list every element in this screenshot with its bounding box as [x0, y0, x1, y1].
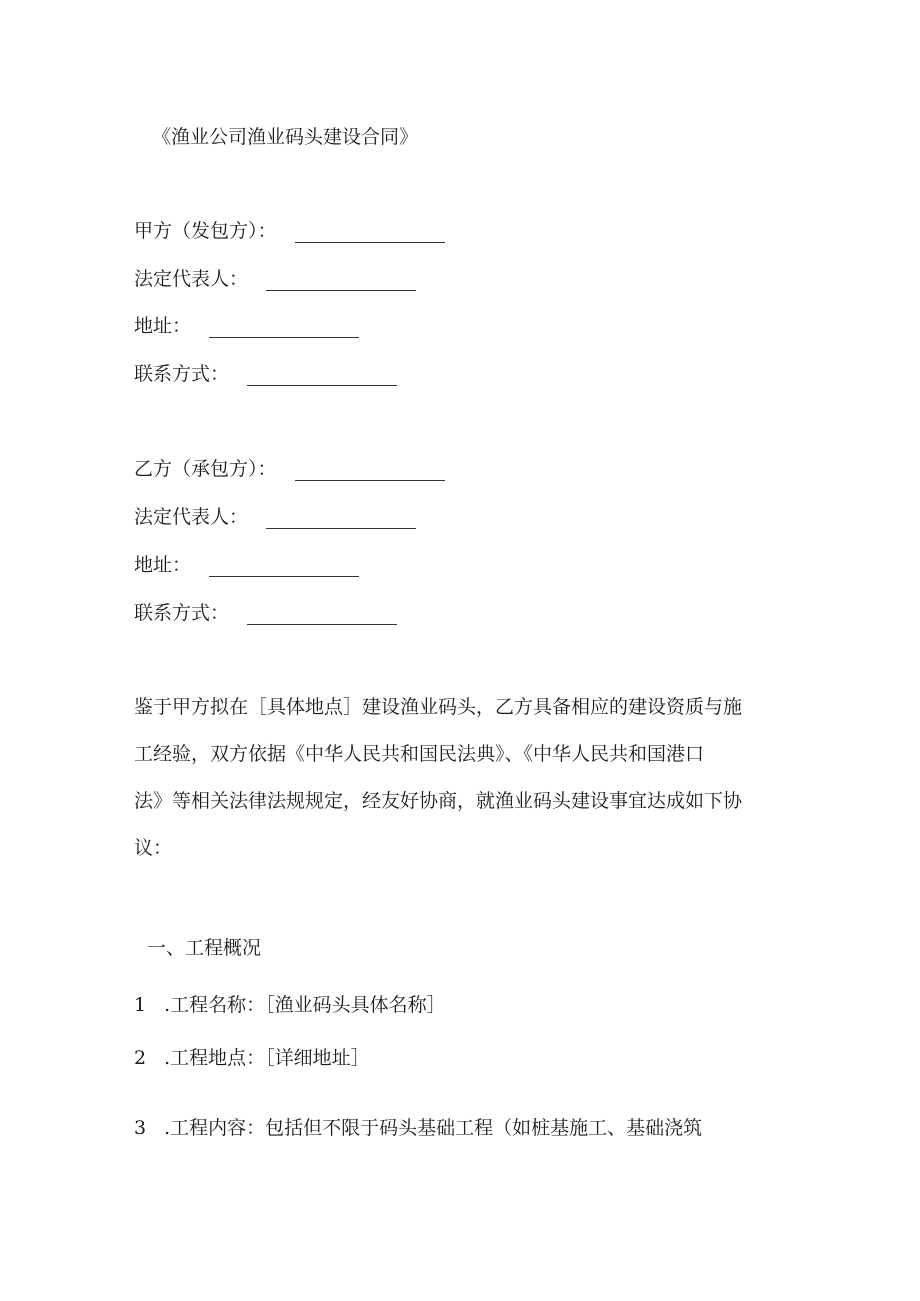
party-a-address-row [134, 314, 359, 338]
party-b-contact-blank[interactable] [247, 604, 397, 625]
party-b-address-blank[interactable] [209, 556, 359, 577]
item-text: .工程名称：［渔业码头具体名称］ [164, 994, 446, 1016]
item-number: 3 [134, 1117, 147, 1139]
party-b-heading: 乙方（承包方）： [134, 458, 277, 480]
party-b-name-blank[interactable] [295, 460, 445, 481]
party-a-rep-label: 法定代表人： [134, 268, 249, 290]
party-a-name-blank[interactable] [295, 222, 445, 243]
party-a-rep-row [134, 267, 416, 291]
party-b-contact-row [134, 601, 397, 625]
party-b-rep-blank[interactable] [266, 508, 416, 529]
party-a-address-label: 地址： [134, 315, 192, 337]
document-title: 《渔业公司渔业码头建设合同》 [152, 126, 419, 148]
party-a-contact-label: 联系方式： [134, 363, 230, 385]
party-b-rep-label: 法定代表人： [134, 506, 249, 528]
party-a-contact-row [134, 362, 397, 386]
item-number: 1 [134, 994, 147, 1016]
party-b-heading-row [134, 457, 445, 481]
item-number: 2 [134, 1047, 147, 1069]
preamble-paragraph [134, 684, 794, 872]
party-a-address-blank[interactable] [209, 317, 359, 338]
section-1-heading: 一、工程概况 [147, 937, 262, 959]
item-text: .工程内容：包括但不限于码头基础工程（如桩基施工、基础浇筑 [164, 1117, 703, 1139]
party-a-heading: 甲方（发包方）： [134, 220, 277, 242]
party-b-contact-label: 联系方式： [134, 602, 230, 624]
preamble-line: 议： [134, 837, 173, 859]
preamble-line: 鉴于甲方拟在［具体地点］建设渔业码头，乙方具备相应的建设资质与施 [134, 696, 743, 718]
section-1-item-3 [134, 1116, 702, 1140]
party-a-rep-blank[interactable] [266, 270, 416, 291]
party-b-address-row [134, 553, 359, 577]
section-1-item-2 [134, 1046, 370, 1070]
preamble-line: 工经验，双方依据《中华人民共和国民法典》、《中华人民共和国港口 [134, 743, 705, 765]
preamble-line: 法》等相关法律法规规定，经友好协商，就渔业码头建设事宜达成如下协 [134, 790, 743, 812]
item-text: .工程地点：［详细地址］ [164, 1047, 370, 1069]
party-b-rep-row [134, 505, 416, 529]
section-1-item-1 [134, 993, 446, 1017]
party-b-address-label: 地址： [134, 554, 192, 576]
party-a-contact-blank[interactable] [247, 365, 397, 386]
party-a-heading-row [134, 219, 445, 243]
